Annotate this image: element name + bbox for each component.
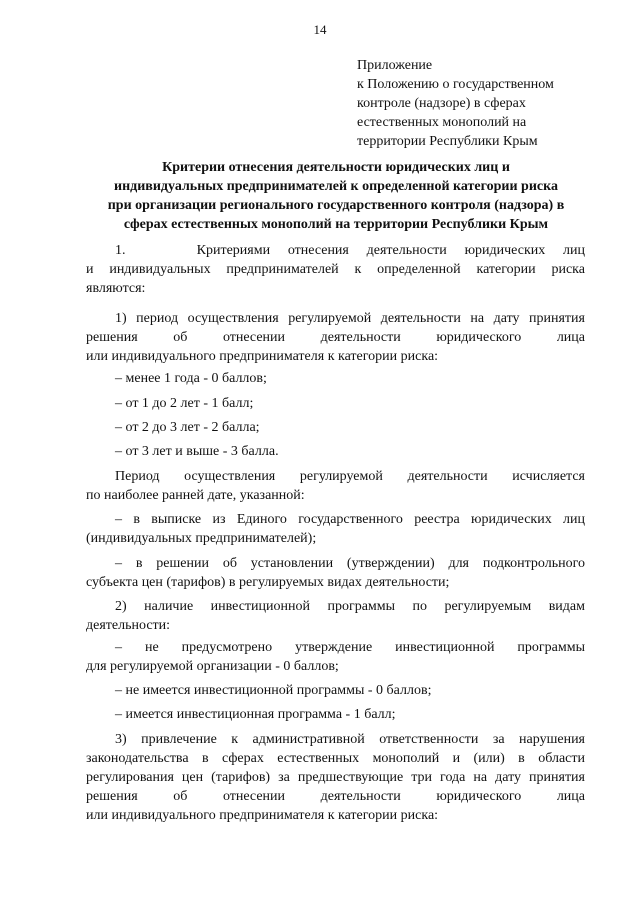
text-line: деятельности: <box>86 618 171 633</box>
text-line: по наиболее ранней дате, указанной: <box>86 488 305 503</box>
text-line: и индивидуальных предпринимателей к определенной категории риска <box>86 262 585 277</box>
text-line: 1) период осуществления регулируемой деятельности на дату принятия <box>115 311 585 326</box>
paragraph-investment <box>86 597 585 635</box>
paragraph-liability <box>86 730 585 825</box>
text-line: субъекта цен (тарифов) в регулируемых видах деятельности; <box>86 575 450 590</box>
paragraph-tariff <box>86 554 585 592</box>
text-line: решения об отнесении деятельности юридического лица <box>86 789 585 804</box>
title-line: Критерии отнесения деятельности юридических лиц и <box>162 160 510 175</box>
paragraph-period-calc <box>86 467 585 505</box>
appendix-line: естественных монополий на <box>357 115 527 130</box>
text-line: или индивидуального предпринимателя к категории риска: <box>86 808 439 823</box>
paragraph-period <box>86 309 585 366</box>
appendix-line: контроле (надзоре) в сферах <box>357 96 526 111</box>
page-number: 14 <box>313 22 327 37</box>
text-line: – не предусмотрено утверждение инвестиционной программы <box>115 640 585 655</box>
list-item: – не имеется инвестиционной программы - 0 баллов; <box>115 683 432 698</box>
title-line: при организации регионального государственного контроля (надзора) в <box>107 198 565 213</box>
document-title <box>86 158 586 234</box>
text-line: для регулируемой организации - 0 баллов; <box>86 659 339 674</box>
appendix-line: территории Республики Крым <box>357 134 538 149</box>
text-line: – в решении об установлении (утверждении) для подконтрольного <box>115 556 585 571</box>
text-line: 3) привлечение к административной ответственности за нарушения <box>115 732 585 747</box>
paragraph-investment-none <box>86 638 585 676</box>
text-line: 2) наличие инвестиционной программы по регулируемым видам <box>115 599 585 614</box>
text-line: законодательства в сферах естественных монополий и (или) в области <box>86 751 585 766</box>
paragraph-criteria <box>86 241 585 298</box>
list-item: – менее 1 года - 0 баллов; <box>115 371 267 386</box>
title-line: индивидуальных предпринимателей к определенной категории риска <box>114 179 558 194</box>
list-item: – от 1 до 2 лет - 1 балл; <box>115 396 254 411</box>
text-line: решения об отнесении деятельности юридического лица <box>86 330 585 345</box>
appendix-note <box>357 56 554 151</box>
text-line: или индивидуального предпринимателя к категории риска: <box>86 349 439 364</box>
text-line: являются: <box>86 281 146 296</box>
text-line: – в выписке из Единого государственного реестра юридических лиц <box>115 512 585 527</box>
list-item: – от 3 лет и выше - 3 балла. <box>115 444 279 459</box>
text-line: 1. Критериями отнесения деятельности юридических лиц <box>115 243 585 258</box>
list-item: – имеется инвестиционная программа - 1 балл; <box>115 707 396 722</box>
appendix-line: Приложение <box>357 58 433 73</box>
text-line: Период осуществления регулируемой деятельности исчисляется <box>115 469 585 484</box>
title-line: сферах естественных монополий на территории Республики Крым <box>123 217 549 232</box>
text-line: (индивидуальных предпринимателей); <box>86 531 317 546</box>
paragraph-registry <box>86 510 585 548</box>
list-item: – от 2 до 3 лет - 2 балла; <box>115 420 260 435</box>
appendix-line: к Положению о государственном <box>357 77 554 92</box>
text-line: регулирования цен (тарифов) за предшествующие три года на дату принятия <box>86 770 585 785</box>
